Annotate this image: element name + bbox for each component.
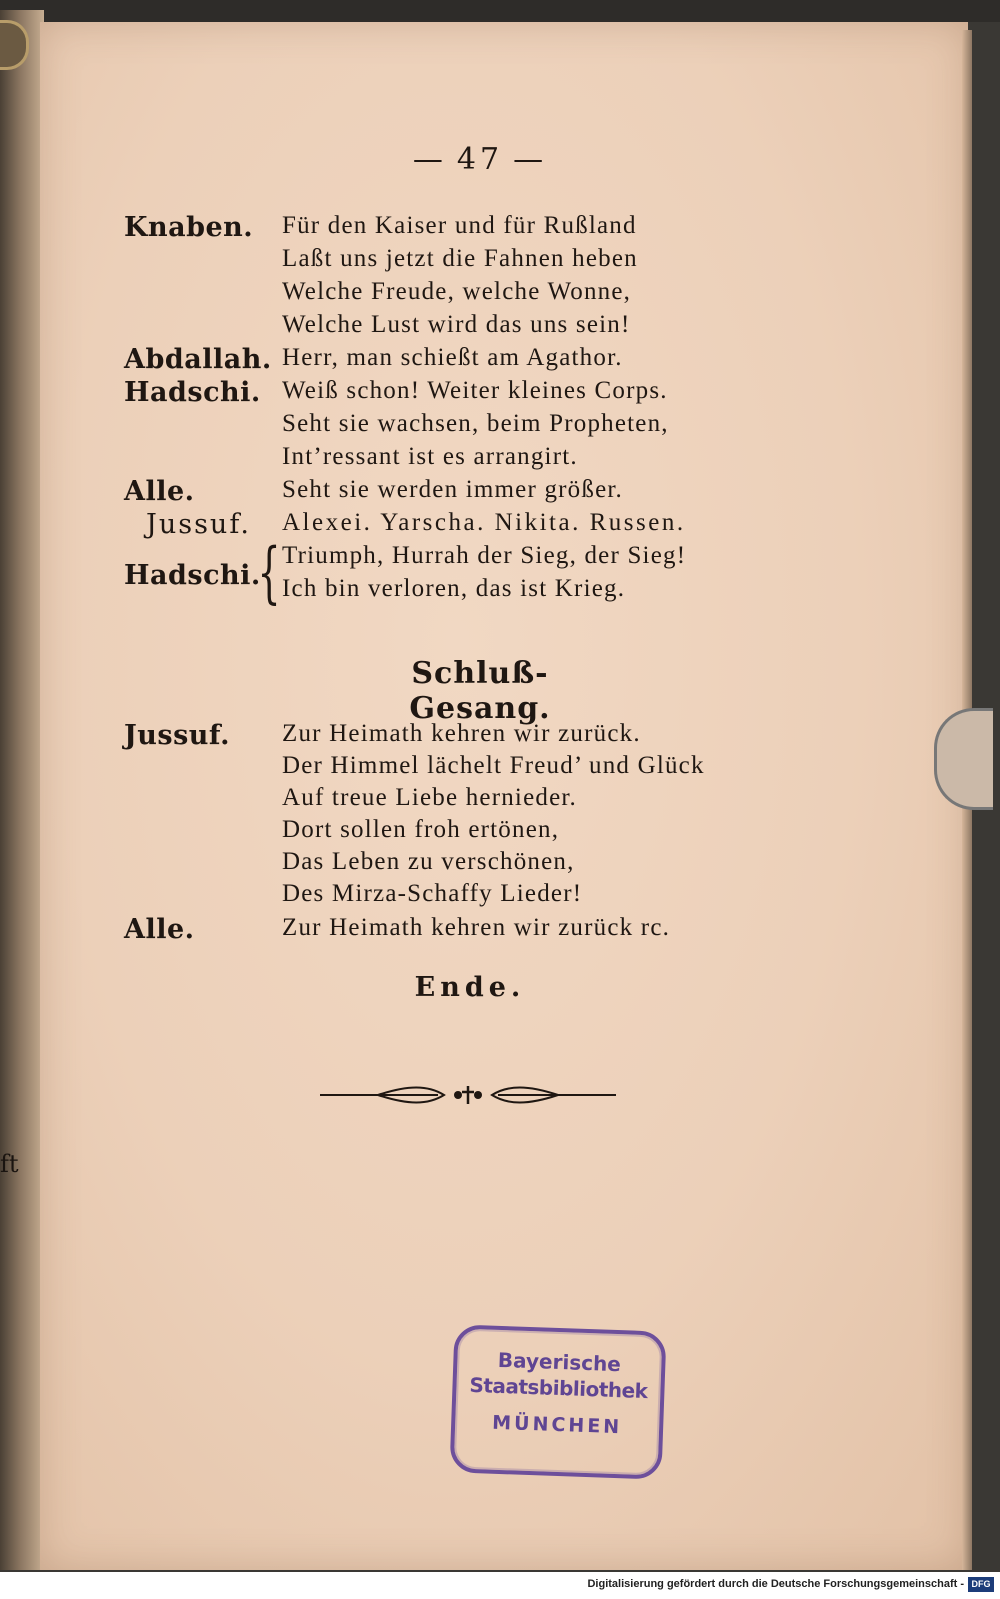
dialogue-line: Der Himmel lächelt Freud’ und Glück: [282, 752, 705, 779]
dialogue-row: [0, 212, 1000, 246]
speaker-label: Abdallah.: [124, 344, 272, 375]
dialogue-row: [0, 245, 1000, 279]
speaker-label: Jussuf.: [124, 720, 230, 751]
dialogue-row: [0, 816, 1000, 850]
dialogue-row: [0, 311, 1000, 345]
dialogue-line: Für den Kaiser und für Rußland: [282, 212, 637, 239]
dialogue-row: [0, 278, 1000, 312]
stamp-line: Staatsbibliothek: [469, 1372, 648, 1404]
dialogue-line: Ich bin verloren, das ist Krieg.: [282, 575, 626, 602]
speaker-label: Hadschi.: [124, 560, 261, 591]
end-marker: Ende.: [414, 972, 526, 1003]
dialogue-row: [0, 752, 1000, 786]
dialogue-line: Triumph, Hurrah der Sieg, der Sieg!: [282, 542, 687, 569]
dialogue-line: Des Mirza-Schaffy Lieder!: [282, 880, 583, 907]
dialogue-row: [0, 476, 1000, 510]
dialogue-row: [0, 848, 1000, 882]
footer-credit: Digitalisierung gefördert durch die Deutsche Forschungsgemeinschaft -: [587, 1578, 964, 1590]
dialogue-line: Herr, man schießt am Agathor.: [282, 344, 623, 371]
dialogue-line: Dort sollen froh ertönen,: [282, 816, 560, 843]
dialogue-row: [0, 720, 1000, 754]
speaker-label: Hadschi.: [124, 377, 261, 408]
speaker-label: Alle.: [124, 914, 195, 945]
dialogue-line: Zur Heimath kehren wir zurück.: [282, 720, 641, 747]
dialogue-line: Alexei. Yarscha. Nikita. Russen.: [282, 509, 686, 536]
page-number: — 47 —: [412, 142, 548, 177]
dialogue-line: Welche Lust wird das uns sein!: [282, 311, 631, 338]
dialogue-row: [0, 509, 1000, 543]
page-number-value: 47: [456, 142, 504, 177]
dialogue-line: Welche Freude, welche Wonne,: [282, 278, 632, 305]
dialogue-row: [0, 410, 1000, 444]
stamp-line: MÜNCHEN: [491, 1411, 623, 1439]
dialogue-row: [0, 377, 1000, 411]
speaker-label: Jussuf.: [146, 509, 251, 540]
speaker-label: Alle.: [124, 476, 195, 507]
stamp-line: Bayerische: [497, 1347, 622, 1377]
section-title: Schluß-Gesang.: [409, 656, 551, 726]
dialogue-line: Weiß schon! Weiter kleines Corps.: [282, 377, 668, 404]
left-margin-fragment: ft: [0, 1150, 19, 1178]
dialogue-row: [0, 443, 1000, 477]
ornament-divider-icon: [318, 1082, 618, 1108]
dialogue-line: Laßt uns jetzt die Fahnen heben: [282, 245, 638, 272]
dialogue-line: Das Leben zu verschönen,: [282, 848, 575, 875]
dialogue-row: [0, 344, 1000, 378]
scanner-background-top: [0, 0, 1000, 22]
dfg-logo: DFG: [968, 1577, 994, 1592]
dialogue-row: [0, 880, 1000, 914]
footer-bar: [0, 1572, 1000, 1599]
dialogue-line: Seht sie werden immer größer.: [282, 476, 623, 503]
dialogue-row: [0, 914, 1000, 948]
curly-brace: {: [257, 534, 281, 611]
dialogue-line: Int’ressant ist es arrangirt.: [282, 443, 578, 470]
dialogue-line: Seht sie wachsen, beim Propheten,: [282, 410, 669, 437]
dialogue-row: [0, 784, 1000, 818]
dialogue-line: Auf treue Liebe hernieder.: [282, 784, 577, 811]
dialogue-line: Zur Heimath kehren wir zurück rc.: [282, 914, 671, 941]
speaker-label: Knaben.: [124, 212, 254, 243]
library-stamp: [449, 1324, 666, 1479]
